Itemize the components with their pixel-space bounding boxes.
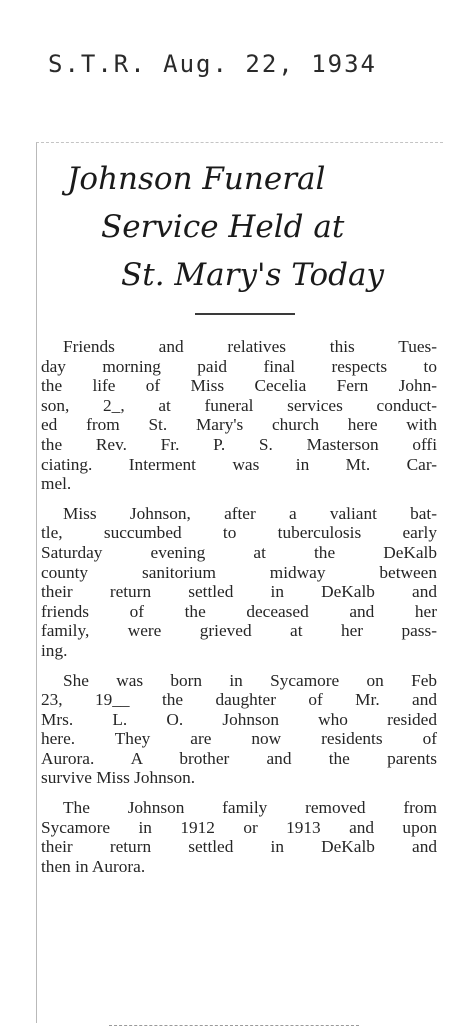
- headline-divider: [195, 313, 295, 315]
- text-line: Sycamore in 1912 or 1913 and upon: [41, 817, 437, 837]
- text-line: Miss Johnson, after a valiant bat-: [63, 503, 437, 523]
- headline-line: St. Mary's Today: [121, 257, 385, 293]
- text-line: their return settled in DeKalb and: [41, 582, 437, 602]
- text-line: survive Miss Johnson.: [41, 768, 196, 788]
- article-body: [41, 337, 437, 886]
- text-line: son, 2_, at funeral services conduct-: [41, 395, 437, 415]
- text-line: then in Aurora.: [41, 856, 146, 876]
- article-paragraph: [41, 504, 437, 661]
- text-line: Mrs. L. O. Johnson who resided: [41, 709, 437, 729]
- text-line: here. They are now residents of: [41, 729, 437, 749]
- text-line: Friends and relatives this Tues-: [63, 337, 437, 356]
- text-line: Saturday evening at the DeKalb: [41, 542, 437, 562]
- headline-line: Johnson Funeral: [67, 161, 326, 197]
- text-line: Aurora. A brother and the parents: [41, 748, 437, 768]
- article-paragraph: [41, 671, 437, 789]
- text-line: mel.: [41, 474, 72, 494]
- newspaper-clipping: [36, 142, 443, 1023]
- clipping-bottom-edge: [109, 1025, 359, 1026]
- text-line: day morning paid final respects to: [41, 356, 437, 376]
- text-line: their return settled in DeKalb and: [41, 837, 437, 857]
- clipping-citation: S.T.R. Aug. 22, 1934: [48, 50, 377, 78]
- article-paragraph: [41, 337, 437, 494]
- text-line: the Rev. Fr. P. S. Masterson offi: [41, 434, 437, 454]
- text-line: tle, succumbed to tuberculosis early: [41, 523, 437, 543]
- text-line: She was born in Sycamore on Feb: [63, 670, 437, 690]
- text-line: 23, 19__ the daughter of Mr. and: [41, 690, 437, 710]
- text-line: county sanitorium midway between: [41, 562, 437, 582]
- text-line: the life of Miss Cecelia Fern John-: [41, 376, 437, 396]
- text-line: family, were grieved at her pass-: [41, 621, 437, 641]
- text-line: ed from St. Mary's church here with: [41, 415, 437, 435]
- article-paragraph: [41, 798, 437, 876]
- text-line: ing.: [41, 640, 68, 660]
- headline-line: Service Held at: [101, 209, 345, 245]
- text-line: friends of the deceased and her: [41, 601, 437, 621]
- text-line: The Johnson family removed from: [63, 798, 437, 818]
- article-headline: [37, 155, 443, 299]
- text-line: ciating. Interment was in Mt. Car-: [41, 454, 437, 474]
